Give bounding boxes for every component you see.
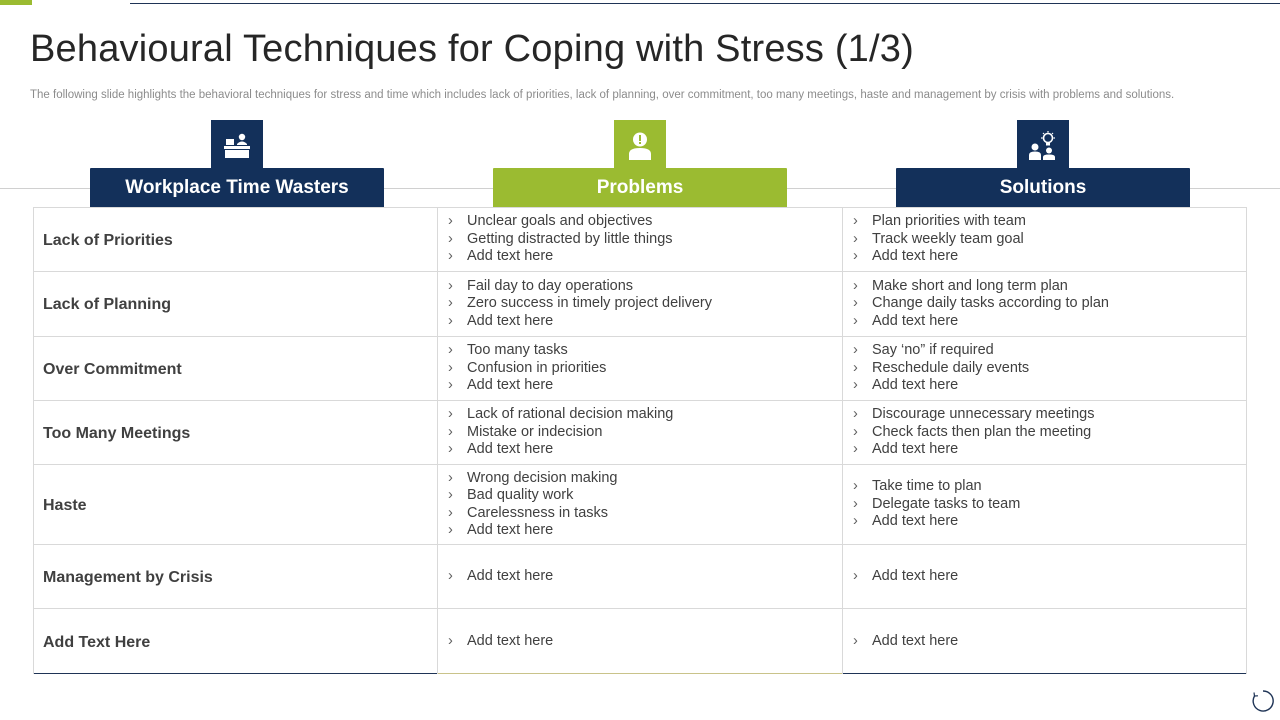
table-cell-solutions — [842, 272, 1247, 337]
list-item-text: Add text here — [467, 632, 554, 649]
solutions-list — [843, 478, 1246, 531]
table-cell-problems — [437, 465, 842, 545]
list-item — [853, 231, 1246, 249]
table-cell-time-waster — [33, 337, 437, 401]
page-subtitle: The following slide highlights the behavioral techniques for stress and time which includes lack of priorities, lack of planning, over commitment, too many meetings, haste and management by crisis with problems and solutions. — [30, 89, 1175, 101]
list-item-text: Add text here — [872, 513, 959, 530]
list-item — [853, 213, 1246, 231]
chevron-right-icon: › — [448, 567, 453, 584]
row-label: Add Text Here — [43, 633, 151, 651]
list-item-text: Add text here — [872, 248, 959, 265]
chevron-right-icon: › — [853, 248, 858, 265]
list-item-text: Too many tasks — [467, 342, 568, 359]
table-cell-time-waster — [33, 272, 437, 337]
list-item-text: Add text here — [467, 377, 554, 394]
list-item — [448, 406, 842, 424]
chevron-right-icon: › — [448, 441, 453, 458]
list-item — [853, 478, 1246, 496]
chevron-right-icon: › — [853, 359, 858, 376]
chevron-right-icon: › — [448, 522, 453, 538]
list-item-text: Add text here — [872, 567, 959, 584]
chevron-right-icon: › — [853, 513, 858, 530]
solutions-list — [843, 342, 1246, 395]
solutions-list — [843, 633, 1246, 651]
column-header-time-wasters — [90, 120, 384, 208]
list-item — [448, 377, 842, 395]
page-title: Behavioural Techniques for Coping with Stress (1/3) — [30, 28, 914, 70]
list-item-text: Say ‘no” if required — [872, 342, 994, 359]
list-item-text: Getting distracted by little things — [467, 230, 673, 247]
desk-worker-icon — [211, 120, 263, 172]
list-item-text: Add text here — [467, 312, 554, 329]
list-item-text: Discourage unnecessary meetings — [872, 406, 1095, 423]
list-item — [448, 213, 842, 231]
person-alert-icon — [614, 120, 666, 172]
chevron-right-icon: › — [853, 406, 858, 423]
list-item-text: Plan priorities with team — [872, 213, 1026, 230]
chevron-right-icon: › — [448, 504, 453, 521]
list-item-text: Take time to plan — [872, 478, 982, 495]
list-item — [448, 278, 842, 296]
list-item — [853, 278, 1246, 296]
row-label: Haste — [43, 496, 87, 514]
table-cell-problems — [437, 272, 842, 337]
list-item — [853, 406, 1246, 424]
table-cell-problems — [437, 545, 842, 609]
table-cell-solutions — [842, 465, 1247, 545]
chevron-right-icon: › — [448, 312, 453, 329]
list-item — [448, 505, 842, 523]
list-item-text: Delegate tasks to team — [872, 495, 1021, 512]
table-cell-time-waster — [33, 545, 437, 609]
table-cell-time-waster — [33, 208, 437, 272]
list-item — [853, 377, 1246, 395]
table-cell-solutions — [842, 208, 1247, 272]
list-item-text: Zero success in timely project delivery — [467, 295, 712, 312]
list-item-text: Add text here — [872, 377, 959, 394]
list-item-text: Wrong decision making — [467, 469, 618, 486]
list-item-text: Change daily tasks according to plan — [872, 295, 1109, 312]
list-item — [853, 441, 1246, 459]
list-item-text: Track weekly team goal — [872, 230, 1024, 247]
row-label: Too Many Meetings — [43, 424, 191, 442]
list-item — [448, 522, 842, 540]
list-item-text: Fail day to day operations — [467, 277, 634, 294]
list-item — [853, 360, 1246, 378]
chevron-right-icon: › — [853, 342, 858, 359]
chevron-right-icon: › — [448, 359, 453, 376]
chevron-right-icon: › — [853, 230, 858, 247]
column-label: Workplace Time Wasters — [90, 168, 384, 208]
problems-list — [438, 633, 842, 651]
chevron-right-icon: › — [853, 312, 858, 329]
table-cell-time-waster — [33, 609, 437, 674]
top-divider — [130, 3, 1280, 4]
list-item — [853, 496, 1246, 514]
chevron-right-icon: › — [448, 248, 453, 265]
list-item — [448, 360, 842, 378]
column-label: Problems — [493, 168, 787, 208]
row-label: Over Commitment — [43, 360, 182, 378]
list-item — [853, 313, 1246, 331]
list-item-text: Add text here — [467, 441, 554, 458]
list-item-text: Check facts then plan the meeting — [872, 423, 1092, 440]
list-item — [448, 487, 842, 505]
table-cell-problems — [437, 401, 842, 465]
column-header-solutions — [896, 120, 1190, 208]
list-item-text: Add text here — [467, 522, 554, 538]
list-item — [853, 633, 1246, 651]
column-header-problems — [493, 120, 787, 208]
chevron-right-icon: › — [448, 295, 453, 312]
list-item — [448, 342, 842, 360]
list-item — [448, 248, 842, 266]
chevron-right-icon: › — [448, 406, 453, 423]
chevron-right-icon: › — [853, 567, 858, 584]
table-cell-time-waster — [33, 465, 437, 545]
list-item — [853, 424, 1246, 442]
solutions-list — [843, 568, 1246, 586]
techniques-table — [33, 207, 1247, 674]
chevron-right-icon: › — [448, 342, 453, 359]
row-label: Management by Crisis — [43, 568, 213, 586]
list-item-text: Lack of rational decision making — [467, 406, 674, 423]
list-item — [853, 342, 1246, 360]
list-item-text: Add text here — [872, 312, 959, 329]
table-cell-problems — [437, 208, 842, 272]
chevron-right-icon: › — [853, 423, 858, 440]
row-label: Lack of Priorities — [43, 231, 173, 249]
list-item — [853, 568, 1246, 586]
problems-list — [438, 278, 842, 331]
chevron-right-icon: › — [853, 478, 858, 495]
list-item-text: Add text here — [467, 248, 554, 265]
list-item-text: Unclear goals and objectives — [467, 213, 653, 230]
problems-list — [438, 342, 842, 395]
chevron-right-icon: › — [448, 423, 453, 440]
list-item — [853, 295, 1246, 313]
list-item — [448, 441, 842, 459]
chevron-right-icon: › — [853, 277, 858, 294]
problems-list — [438, 470, 842, 540]
chevron-right-icon: › — [448, 487, 453, 503]
chevron-right-icon: › — [853, 377, 858, 394]
table-cell-solutions — [842, 545, 1247, 609]
list-item — [448, 231, 842, 249]
list-item-text: Bad quality work — [467, 487, 574, 503]
accent-bar — [0, 0, 32, 5]
table-cell-solutions — [842, 401, 1247, 465]
chevron-right-icon: › — [448, 469, 453, 486]
solutions-list — [843, 406, 1246, 459]
list-item — [853, 513, 1246, 531]
table-cell-solutions — [842, 337, 1247, 401]
list-item — [448, 470, 842, 488]
list-item — [448, 295, 842, 313]
list-item — [448, 424, 842, 442]
list-item — [853, 248, 1246, 266]
loading-spinner-icon — [1251, 689, 1275, 713]
list-item-text: Make short and long term plan — [872, 277, 1068, 294]
list-item-text: Confusion in priorities — [467, 359, 607, 376]
list-item — [448, 633, 842, 651]
list-item — [448, 568, 842, 586]
list-item — [448, 313, 842, 331]
list-item-text: Mistake or indecision — [467, 423, 603, 440]
table-cell-time-waster — [33, 401, 437, 465]
team-idea-icon — [1017, 120, 1069, 172]
problems-column-underline — [438, 673, 842, 674]
solutions-list — [843, 213, 1246, 266]
table-cell-problems — [437, 337, 842, 401]
table-cell-solutions — [842, 609, 1247, 674]
list-item-text: Reschedule daily events — [872, 359, 1030, 376]
chevron-right-icon: › — [448, 213, 453, 230]
problems-list — [438, 568, 842, 586]
chevron-right-icon: › — [448, 230, 453, 247]
chevron-right-icon: › — [448, 632, 453, 649]
chevron-right-icon: › — [853, 495, 858, 512]
list-item-text: Carelessness in tasks — [467, 504, 609, 521]
chevron-right-icon: › — [853, 632, 858, 649]
chevron-right-icon: › — [448, 377, 453, 394]
list-item-text: Add text here — [872, 441, 959, 458]
column-label: Solutions — [896, 168, 1190, 208]
chevron-right-icon: › — [853, 441, 858, 458]
row-label: Lack of Planning — [43, 296, 172, 313]
chevron-right-icon: › — [853, 295, 858, 312]
solutions-list — [843, 278, 1246, 331]
problems-list — [438, 213, 842, 266]
problems-list — [438, 406, 842, 459]
table-cell-problems — [437, 609, 842, 674]
list-item-text: Add text here — [872, 632, 959, 649]
chevron-right-icon: › — [853, 213, 858, 230]
list-item-text: Add text here — [467, 567, 554, 584]
chevron-right-icon: › — [448, 277, 453, 294]
